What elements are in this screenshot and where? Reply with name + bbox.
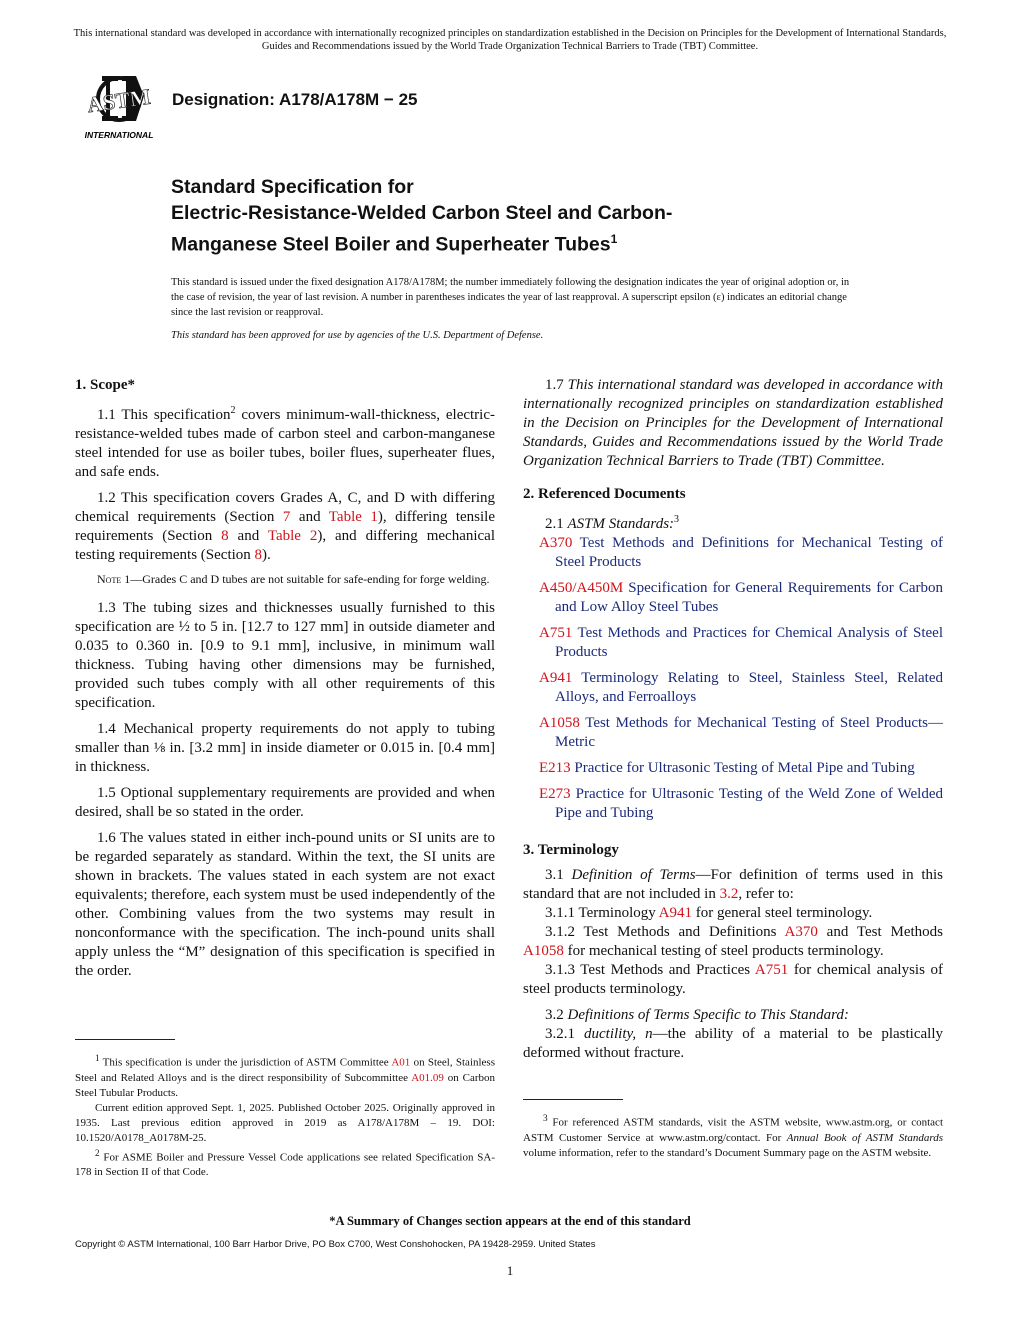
header-notice: This international standard was developed in accordance with internationally recognized principles on standardization established in the Decision on Principles for the Development of International Standards, Guides and Recommendations issued by the World Trade Organization Technical Barriers to Trade (TBT) Committee. [73,28,947,52]
reference-item[interactable]: E273 Practice for Ultrasonic Testing of the Weld Zone of Welded Pipe and Tubing [539,786,943,821]
footnote-rule-right [523,1099,623,1100]
svg-text:ASTM: ASTM [85,83,153,118]
issued-note: This standard is issued under the fixed designation A178/A178M; the number immediately following the designation indicates the year of original adoption or, in the case of revision, the year of last revision. A number in parentheses indicates the year of last reapproval. A superscript epsilon (ε) indicates an editorial change since the last revision or reapproval. [171,277,850,318]
link-3-2[interactable]: 3.2 [719,886,739,902]
link-table-2[interactable]: Table 2 [267,528,318,544]
section-heading-terminology: 3. Terminology [523,842,619,858]
footnote-2: $^2$ For ASME Boiler and Pressure Vessel Code applications see related Specification SA-178 in Section II of that Code. [75,1147,495,1179]
para-1-3: 1.3 The tubing sizes and thicknesses usually furnished to this specification are ½ to 5 in. [12.7 to 127 mm] in outside diameter and 0.035 to 0.360 in. [0.9 to 9.1 mm], inclusive, in minimum wall thickness. Tubing having other dimensions may be furnished, provided such tubes comply with all other requirements of this specification. [75,600,495,711]
para-3-1-3: 3.1.3 Test Methods and Practices A751 for chemical analysis of steel products terminology. [523,962,943,997]
title-line-3: Manganese Steel Boiler and Superheater Tubes$^1$ [171,232,618,256]
designation: Designation: A178/A178M − 25 [172,90,418,109]
reference-item[interactable]: A1058 Test Methods for Mechanical Testing of Steel Products—Metric [539,715,943,750]
link-a01[interactable]: A01 [391,1056,411,1069]
link-a941[interactable]: A941 [658,905,693,921]
copyright: Copyright © ASTM International, 100 Barr Harbor Drive, PO Box C700, West Conshohocken, PA 19428-2959. United States [75,1239,596,1250]
section-heading-scope: 1. Scope* [75,377,135,393]
svg-text:INTERNATIONAL: INTERNATIONAL [84,130,154,140]
para-3-1-1: 3.1.1 Terminology A941 for general steel terminology. [545,905,873,921]
astm-logo [74,72,164,144]
para-2-1: 2.1 ASTM Standards:$^3$ [545,514,680,532]
page-number: 1 [506,1263,514,1278]
left-column [75,376,495,988]
title-line-2: Electric-Resistance-Welded Carbon Steel and Carbon- [171,202,673,224]
para-1-2: 1.2 This specification covers Grades A, C, and D with differing chemical requirements (Section 7 and Table 1), differing tensile requirements (Section 8 and Table 2), and differing mechanical testing requirements (Section 8). [75,490,495,563]
para-1-1: 1.1 This specification$^2$ covers minimum-wall-thickness, electric-resistance-welded tubes made of carbon steel and carbon-manganese steel intended for use as boiler tubes, boiler flues, superheater flues, and safe ends. [75,405,495,480]
reference-item[interactable]: A370 Test Methods and Definitions for Mechanical Testing of Steel Products [539,535,943,570]
note-1: Note 1—Grades C and D tubes are not suitable for safe-ending for forge welding. [97,572,490,586]
summary-of-changes-note: *A Summary of Changes section appears at the end of this standard [329,1214,691,1228]
link-a01-09[interactable]: A01.09 [411,1071,444,1084]
document-title [171,174,871,258]
footnotes-right [523,1111,943,1161]
link-section-7[interactable]: 7 [282,509,291,525]
para-1-7: 1.7 This international standard was developed in accordance with internationally recognized principles on standardization established in the Decision on Principles for the Development of International Standards, Guides and Recommendations issued by the World Trade Organization Technical Barriers to Trade (TBT) Committee. [523,377,943,469]
footnote-1-edition: Current edition approved Sept. 1, 2025. Published October 2025. Originally approved in 1935. Last previous edition approved in 2019 as A178/A178M – 19. DOI: 10.1520/A0178_A0178M-25. [75,1101,495,1144]
title-footnote-ref[interactable]: 1 [610,232,618,246]
footnote-rule-left [75,1039,175,1040]
link-section-8b[interactable]: 8 [254,547,263,563]
link-section-8[interactable]: 8 [221,528,229,544]
dod-note: This standard has been approved for use by agencies of the U.S. Department of Defense. [171,330,544,341]
link-a1058[interactable]: A1058 [523,943,564,959]
para-1-6: 1.6 The values stated in either inch-pound units or SI units are to be regarded separately as standard. Within the text, the SI units are shown in brackets. The values stated in each system are not exact equivalents; therefore, each system must be used independently of the other. Combining values from the two systems may result in nonconformance with the specification. The inch-pound units shall apply unless the “M” designation of this specification is specified in the order. [75,830,495,979]
reference-item[interactable]: A941 Terminology Relating to Steel, Stainless Steel, Related Alloys, and Ferroalloys [539,670,943,705]
section-heading-referenced: 2. Referenced Documents [523,486,686,502]
reference-item[interactable]: A751 Test Methods and Practices for Chemical Analysis of Steel Products [539,625,943,660]
footnote-1: $^1$ This specification is under the jurisdiction of ASTM Committee A01 on Steel, Stainless Steel and Related Alloys and is the direct responsibility of Subcommittee A01.09 on Carbon Steel Tubular Products. [75,1053,495,1099]
reference-item[interactable]: A450/A450M Specification for General Requirements for Carbon and Low Alloy Steel Tubes [539,580,943,615]
para-1-5: 1.5 Optional supplementary requirements are provided and when desired, shall be so stated in the order. [75,785,495,820]
reference-item[interactable]: E213 Practice for Ultrasonic Testing of Metal Pipe and Tubing [539,760,915,776]
reference-list [523,534,943,823]
link-table-1[interactable]: Table 1 [328,509,378,525]
para-3-1: 3.1 Definition of Terms—For definition of terms used in this standard that are not included in 3.2, refer to: [523,867,943,902]
para-3-2-1: 3.2.1 ductility, n—the ability of a material to be plastically deformed without fracture. [523,1026,943,1061]
para-3-2: 3.2 Definitions of Terms Specific to This Standard: [545,1007,849,1023]
title-line-1: Standard Specification for [171,176,414,198]
para-3-1-2: 3.1.2 Test Methods and Definitions A370 and Test Methods A1058 for mechanical testing of steel products terminology. [523,924,943,959]
link-a370[interactable]: A370 [784,924,818,940]
footnotes-left [75,1051,495,1180]
right-column [523,376,943,1070]
footnote-3: $^3$ For referenced ASTM standards, visit the ASTM website, www.astm.org, or contact ASTM Customer Service at www.astm.org/contact. For Annual Book of ASTM Standards volume information, refer to the standard’s Document Summary page on the ASTM website. [523,1113,943,1159]
link-a751[interactable]: A751 [754,962,789,978]
para-1-4: 1.4 Mechanical property requirements do not apply to tubing smaller than ⅛ in. [3.2 mm] in inside diameter or 0.015 in. [0.4 mm] in thickness. [75,721,495,775]
